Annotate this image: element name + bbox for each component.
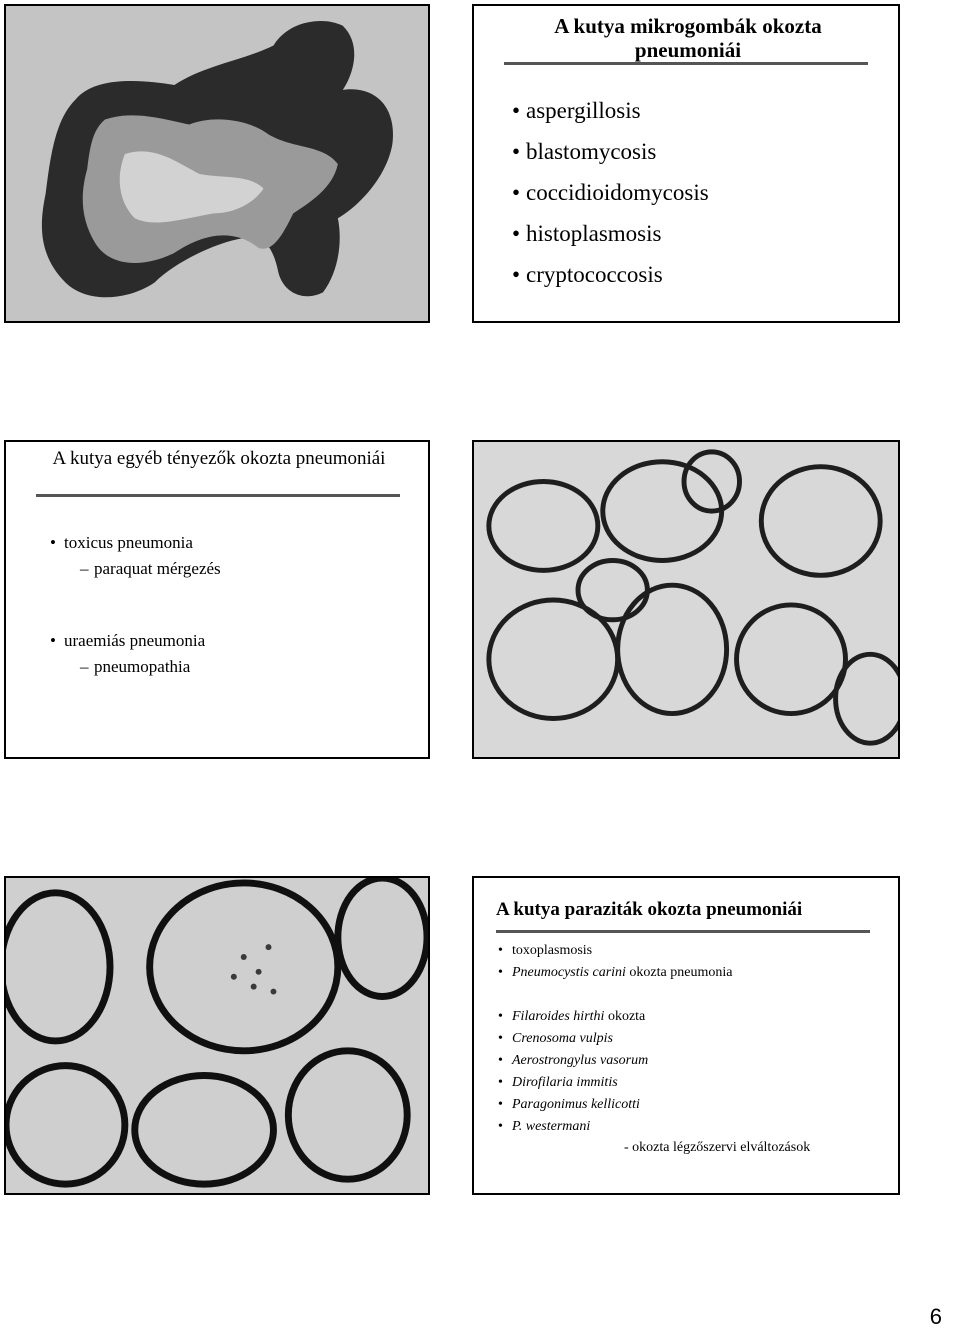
list-item bbox=[512, 1028, 732, 1050]
slide-title: A kutya egyéb tényezők okozta pneumoniái bbox=[52, 448, 386, 469]
organism-name: Dirofilaria immitis bbox=[512, 1075, 618, 1090]
list-item bbox=[512, 1116, 732, 1138]
slide-title: A kutya paraziták okozta pneumoniái bbox=[496, 899, 803, 920]
title-underline bbox=[36, 494, 400, 497]
list-item bbox=[512, 1050, 732, 1072]
list-item bbox=[512, 1006, 732, 1028]
organism-name: Crenosoma vulpis bbox=[512, 1031, 613, 1046]
slide-footer-note: - okozta légzőszervi elváltozások bbox=[624, 1140, 811, 1155]
list-item-suffix: okozta pneumonia bbox=[625, 965, 733, 980]
slide-other-factors-pneumonia bbox=[4, 440, 430, 759]
slide-parasitic-pneumonia bbox=[472, 876, 900, 1195]
parasitic-lung-micrograph bbox=[4, 876, 430, 1195]
list-item: • uraemiás pneumonia bbox=[64, 628, 205, 654]
fungal-colony-micrograph bbox=[4, 4, 430, 323]
sub-list-item: – paraquat mérgezés bbox=[94, 556, 235, 582]
lung-tissue-micrograph bbox=[472, 440, 900, 759]
list-item bbox=[512, 962, 732, 984]
organism-name: Paragonimus kellicotti bbox=[512, 1097, 640, 1112]
organism-name: Aerostrongylus vasorum bbox=[512, 1053, 649, 1068]
sub-list-item: – pneumopathia bbox=[94, 654, 235, 680]
organism-name: P. westermani bbox=[512, 1119, 591, 1134]
list-item: • cryptococcosis bbox=[526, 254, 709, 295]
title-underline bbox=[504, 62, 868, 65]
organism-name: Filaroides hirthi bbox=[512, 1009, 605, 1024]
slide-title: A kutya mikrogombák okozta pneumoniái bbox=[554, 14, 822, 63]
list-item bbox=[512, 1094, 732, 1116]
list-item-suffix: okozta bbox=[604, 1009, 646, 1024]
list-item: • aspergillosis bbox=[526, 90, 709, 131]
list-item: • histoplasmosis bbox=[526, 213, 709, 254]
list-item: • coccidioidomycosis bbox=[526, 172, 709, 213]
parasite-list bbox=[512, 940, 732, 1138]
list-item: • toxoplasmosis bbox=[512, 940, 732, 962]
fungal-disease-list bbox=[526, 90, 709, 295]
slide-fungal-pneumonia bbox=[472, 4, 900, 323]
title-underline bbox=[496, 930, 870, 933]
list-item: • blastomycosis bbox=[526, 131, 709, 172]
list-item bbox=[512, 1072, 732, 1094]
page-number: 6 bbox=[929, 1304, 942, 1329]
list-item: • toxicus pneumonia bbox=[64, 530, 205, 556]
organism-name: Pneumocystis carini bbox=[512, 965, 626, 980]
